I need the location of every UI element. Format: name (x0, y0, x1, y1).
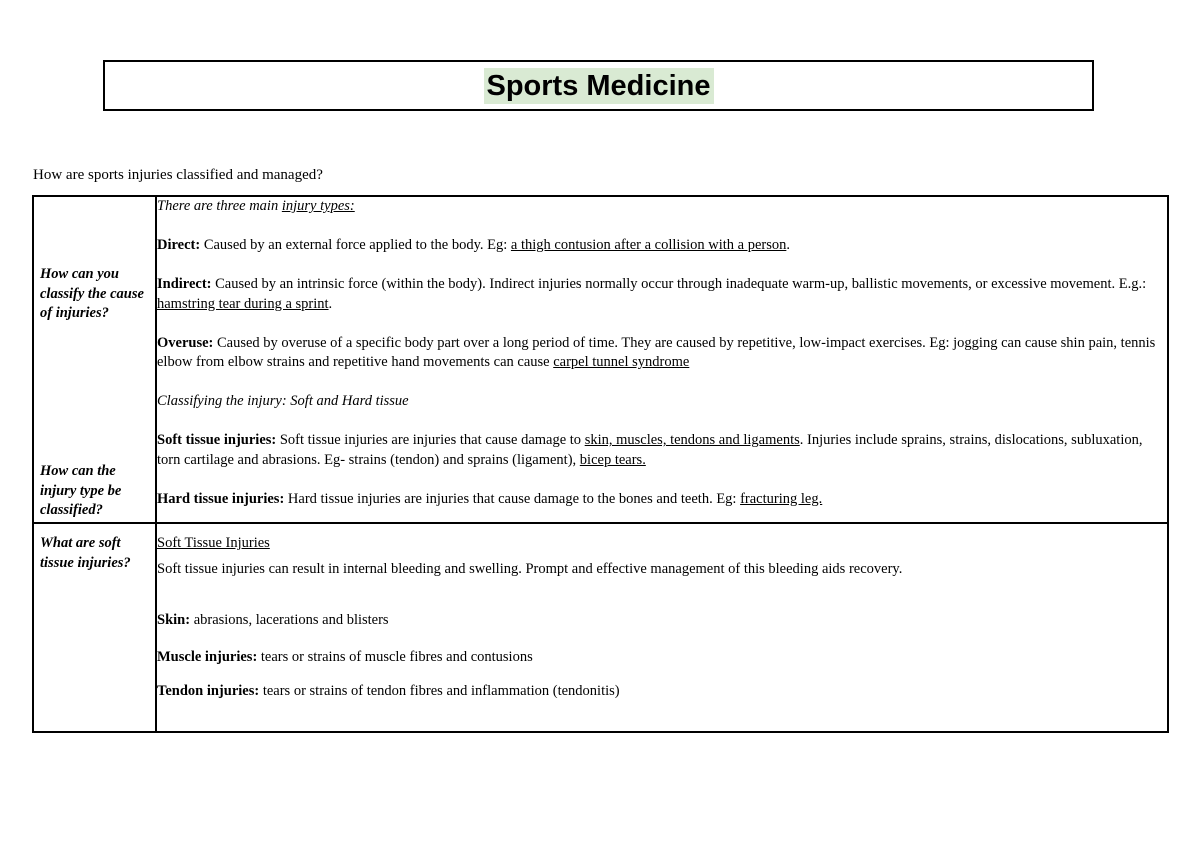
overuse-paragraph: Overuse: Caused by overuse of a specific body part over a long period of time. They are caused by repetitive, low-impact exercises. Eg: jogging can cause shin pain, tennis elbow from elbow strains and repetitive hand movements can cause carpel tunnel syndrome (157, 334, 1156, 370)
left-cell-classification (33, 196, 156, 523)
soft-tissue-intro: Soft tissue injuries can result in internal bleeding and swelling. Prompt and effective management of this bleeding aids recovery. (157, 560, 903, 577)
left-cell-soft-tissue (33, 523, 156, 732)
tendon-item: Tendon injuries: tears or strains of tendon fibres and inflammation (tendonitis) (157, 683, 620, 699)
content-table (32, 195, 1169, 733)
table-row (33, 523, 1168, 732)
classify-heading: Classifying the injury: Soft and Hard tissue (157, 393, 409, 409)
skin-item: Skin: abrasions, lacerations and blisters (157, 612, 389, 628)
page-title: Sports Medicine (484, 68, 714, 104)
soft-tissue-heading: Soft Tissue Injuries (157, 535, 270, 551)
injury-types-link: injury types: (281, 198, 355, 214)
left-question-type: How can the injury type be classified? (40, 463, 122, 518)
direct-paragraph: Direct: Caused by an external force applied to the body. Eg: a thigh contusion after a collision with a person. (157, 237, 790, 253)
muscle-item: Muscle injuries: tears or strains of muscle fibres and contusions (157, 648, 533, 665)
left-question-soft: What are soft tissue injuries? (40, 535, 131, 571)
soft-tissue-paragraph: Soft tissue injuries: Soft tissue injuries are injuries that cause damage to skin, muscles, tendons and ligaments. Injuries include sprains, strains, dislocations, subluxation, torn cartilage and abrasions. Eg- strains (tendon) and sprains (ligament), bicep tears. (157, 432, 1143, 468)
indirect-paragraph: Indirect: Caused by an intrinsic force (within the body). Indirect injuries normally occur through inadequate warm-up, ballistic movements, or excessive movement. E.g.: hamstring tear during a sprint. (157, 276, 1147, 312)
right-cell-classification (156, 196, 1168, 523)
intro-paragraph: There are three main injury types: (157, 198, 355, 214)
right-cell-soft-tissue (156, 523, 1168, 732)
hard-tissue-paragraph: Hard tissue injuries: Hard tissue injuries are injuries that cause damage to the bones and teeth. Eg: fracturing leg. (157, 490, 823, 507)
main-question: How are sports injuries classified and managed? (33, 167, 323, 183)
left-question-cause: How can you classify the cause of injuries? (40, 266, 144, 321)
title-box (103, 60, 1094, 111)
table-row (33, 196, 1168, 523)
